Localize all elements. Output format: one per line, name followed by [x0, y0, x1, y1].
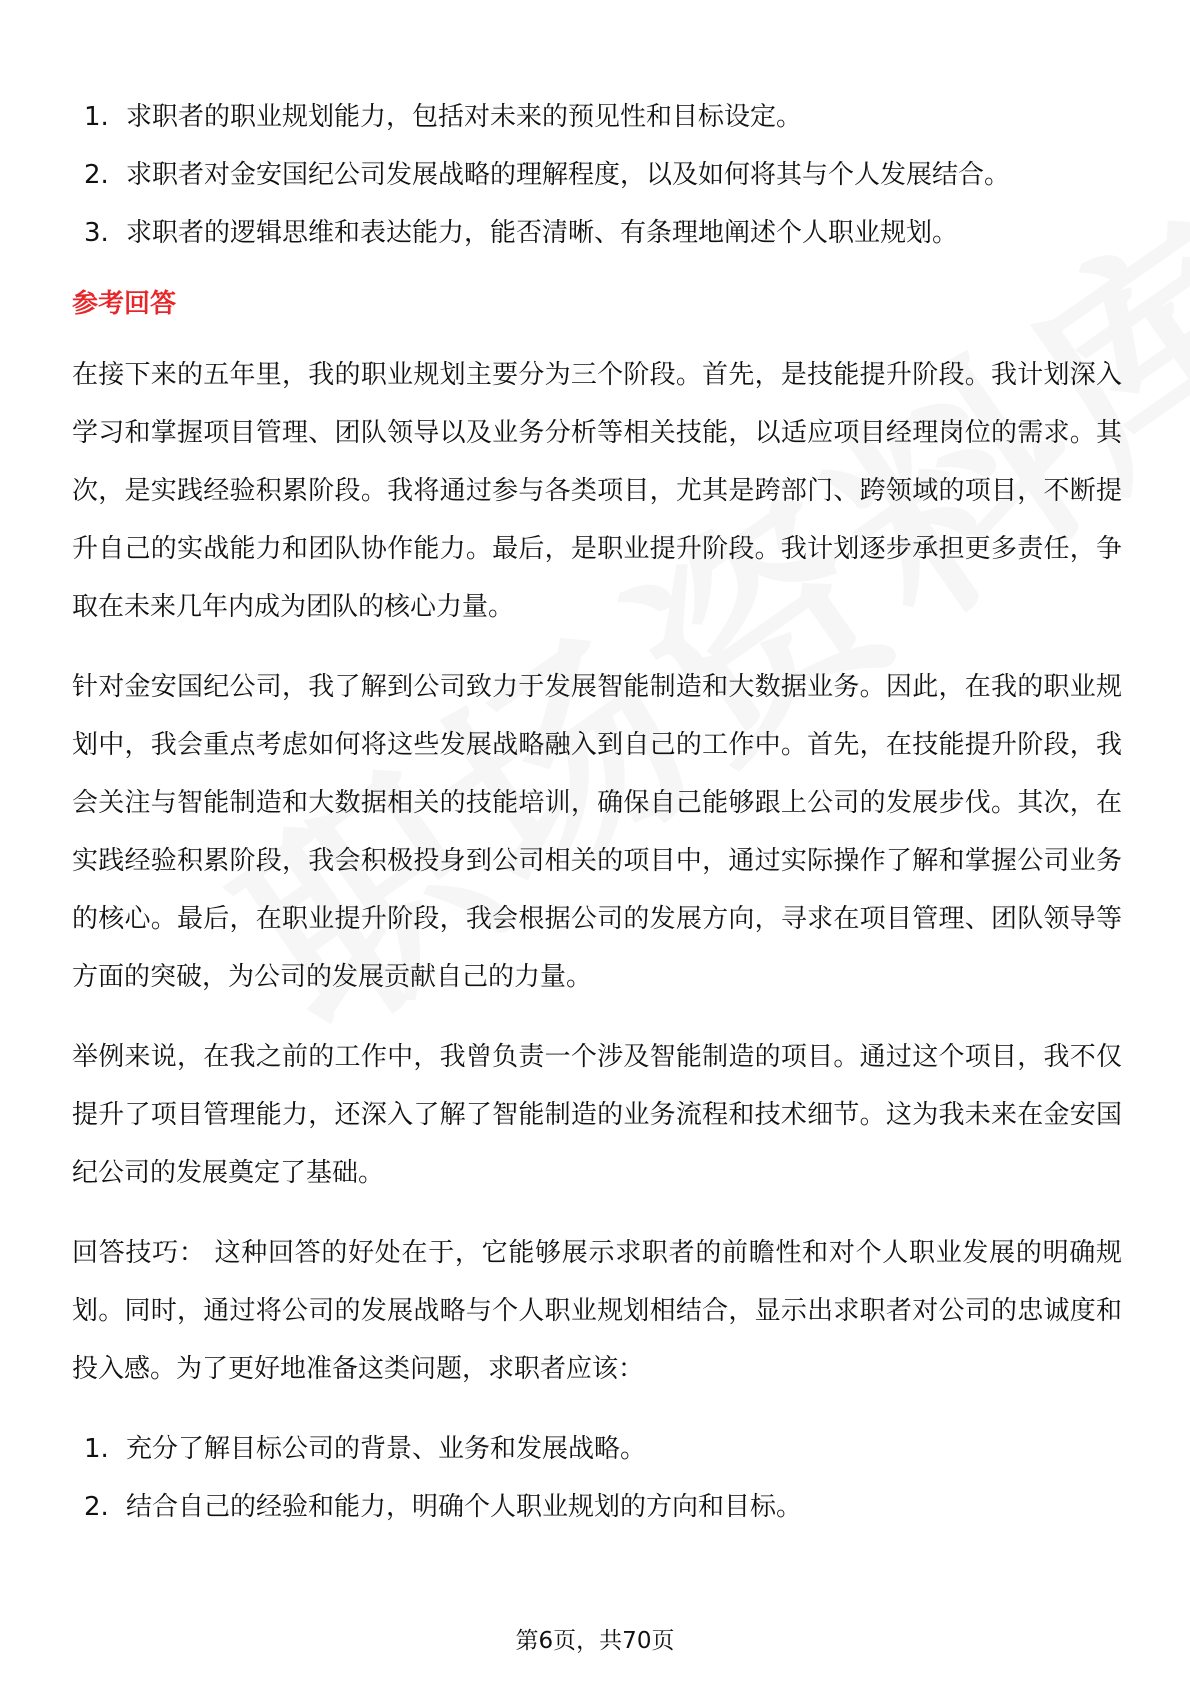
- preparation-list: [72, 1420, 1122, 1536]
- list-item: [72, 1478, 1122, 1536]
- criteria-list: [72, 88, 1122, 262]
- list-number: 3.: [84, 218, 109, 248]
- tips-paragraph: 回答技巧： 这种回答的好处在于，它能够展示求职者的前瞻性和对个人职业发展的明确规划。同时，通过将公司的发展战略与个人职业规划相结合，显示出求职者对公司的忠诚度和投入感。为了更好地准备这类问题，求职者应该：: [72, 1238, 1122, 1384]
- list-text: 结合自己的经验和能力，明确个人职业规划的方向和目标。: [126, 1492, 803, 1522]
- list-text: 求职者的逻辑思维和表达能力，能否清晰、有条理地阐述个人职业规划。: [126, 218, 959, 248]
- section-heading: 参考回答: [72, 289, 177, 319]
- list-number: 1.: [84, 1434, 109, 1464]
- list-item: [72, 1420, 1122, 1478]
- document-body: [72, 88, 1122, 1536]
- list-text: 求职者对金安国纪公司发展战略的理解程度，以及如何将其与个人发展结合。: [126, 160, 1011, 190]
- list-number: 1.: [84, 102, 109, 132]
- list-text: 充分了解目标公司的背景、业务和发展战略。: [126, 1434, 647, 1464]
- list-number: 2.: [84, 1492, 109, 1522]
- list-text: 求职者的职业规划能力，包括对未来的预见性和目标设定。: [126, 102, 803, 132]
- answer-paragraph: 在接下来的五年里，我的职业规划主要分为三个阶段。首先，是技能提升阶段。我计划深入学习和掌握项目管理、团队领导以及业务分析等相关技能，以适应项目经理岗位的需求。其次，是实践经验积累阶段。我将通过参与各类项目，尤其是跨部门、跨领域的项目，不断提升自己的实战能力和团队协作能力。最后，是职业提升阶段。我计划逐步承担更多责任，争取在未来几年内成为团队的核心力量。: [72, 360, 1122, 622]
- list-item: [72, 146, 1122, 204]
- list-number: 2.: [84, 160, 109, 190]
- answer-paragraph: 举例来说，在我之前的工作中，我曾负责一个涉及智能制造的项目。通过这个项目，我不仅提升了项目管理能力，还深入了解了智能制造的业务流程和技术细节。这为我未来在金安国纪公司的发展奠定了基础。: [72, 1042, 1122, 1188]
- list-item: [72, 204, 1122, 262]
- list-item: [72, 88, 1122, 146]
- page-footer: 第6页，共70页: [515, 1628, 675, 1654]
- answer-paragraph: 针对金安国纪公司，我了解到公司致力于发展智能制造和大数据业务。因此，在我的职业规划中，我会重点考虑如何将这些发展战略融入到自己的工作中。首先，在技能提升阶段，我会关注与智能制造和大数据相关的技能培训，确保自己能够跟上公司的发展步伐。其次，在实践经验积累阶段，我会积极投身到公司相关的项目中，通过实际操作了解和掌握公司业务的核心。最后，在职业提升阶段，我会根据公司的发展方向，寻求在项目管理、团队领导等方面的突破，为公司的发展贡献自己的力量。: [72, 672, 1122, 992]
